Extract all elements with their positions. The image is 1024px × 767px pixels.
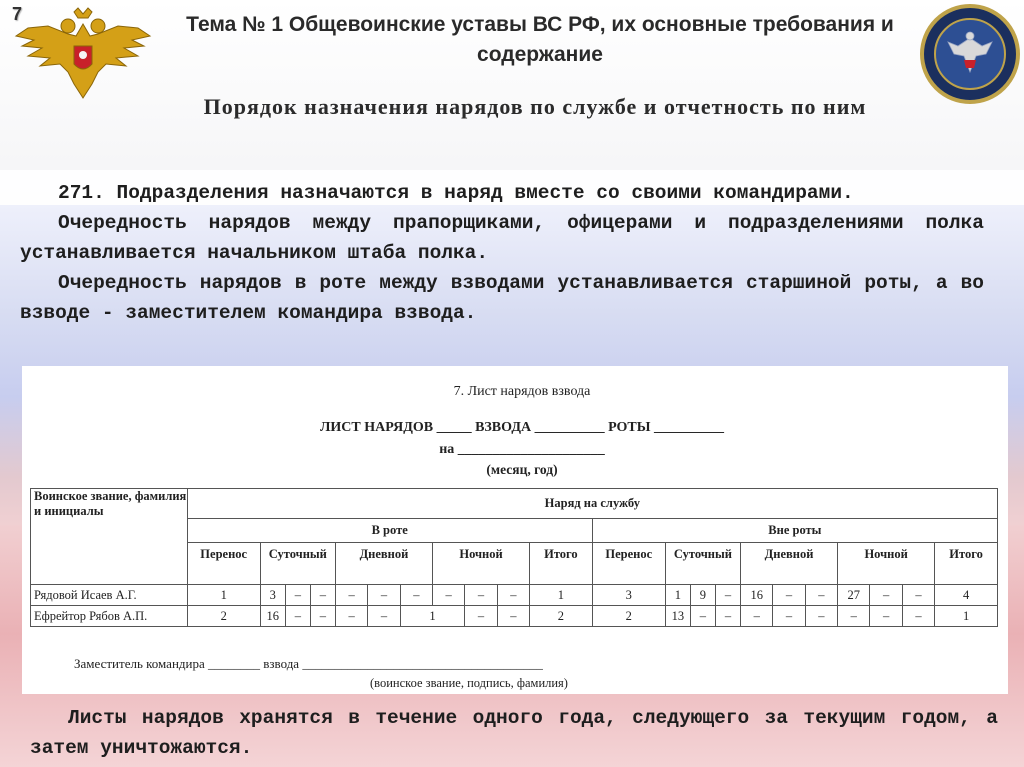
- table-cell: 2: [530, 606, 593, 627]
- table-cell: 16: [260, 606, 285, 627]
- duty-roster-table: [30, 488, 998, 627]
- table-cell: –: [902, 606, 934, 627]
- column-header-in-company: В роте: [187, 519, 592, 543]
- table-cell: –: [902, 585, 934, 606]
- table-cell: –: [870, 585, 902, 606]
- table-cell: –: [368, 606, 400, 627]
- table-cell: –: [335, 606, 367, 627]
- topic-title: Тема № 1 Общевоинские уставы ВС РФ, их основные требования и содержание: [186, 13, 894, 66]
- table-row: [31, 606, 998, 627]
- table-cell: 3: [260, 585, 285, 606]
- column-header-day: Дневной: [335, 543, 432, 585]
- section-title: Порядок назначения нарядов по службе и отчетность по ним: [203, 94, 867, 119]
- table-cell: –: [335, 585, 367, 606]
- paragraph: Очередность нарядов между прапорщиками, офицерами и подразделениями полка устанавливается начальником штаба полка.: [20, 212, 984, 264]
- table-cell: 1: [187, 585, 260, 606]
- column-header-transfer: Перенос: [592, 543, 665, 585]
- table-cell: 2: [592, 606, 665, 627]
- paragraph: Очередность нарядов в роте между взводами устанавливается старшиной роты, а во взводе - заместителем командира взвода.: [20, 272, 984, 324]
- table-cell: –: [465, 606, 497, 627]
- column-header-night: Ночной: [433, 543, 530, 585]
- paragraph: Листы нарядов хранятся в течение одного года, следующего за текущим годом, а затем уничтожаются.: [30, 707, 998, 759]
- soldier-name: Ефрейтор Рябов А.П.: [31, 606, 188, 627]
- column-header-total: Итого: [530, 543, 593, 585]
- table-cell: –: [805, 606, 837, 627]
- table-cell: –: [400, 585, 432, 606]
- column-header-total: Итого: [935, 543, 998, 585]
- table-cell: –: [870, 606, 902, 627]
- regulation-text: [20, 178, 984, 328]
- table-cell: 1: [400, 606, 465, 627]
- table-row: [31, 585, 998, 606]
- form-signature-line: Заместитель командира ________ взвода _____________________________________: [74, 656, 543, 671]
- table-cell: –: [497, 606, 529, 627]
- academy-seal-emblem: [918, 2, 1022, 106]
- table-cell: –: [773, 585, 805, 606]
- table-cell: 1: [530, 585, 593, 606]
- closing-text: [30, 703, 998, 763]
- column-header-day: Дневной: [741, 543, 838, 585]
- column-header-daily: Суточный: [260, 543, 335, 585]
- column-header-rank-name: Воинское звание, фамилия и инициалы: [31, 489, 188, 585]
- table-cell: –: [497, 585, 529, 606]
- table-cell: –: [285, 606, 310, 627]
- table-cell: 1: [935, 606, 998, 627]
- table-cell: –: [310, 606, 335, 627]
- column-header-daily: Суточный: [665, 543, 740, 585]
- table-cell: –: [690, 606, 715, 627]
- paragraph: 271. Подразделения назначаются в наряд вместе со своими командирами.: [58, 182, 854, 204]
- form-caption: 7. Лист нарядов взвода: [453, 384, 591, 399]
- duty-roster-form: [22, 366, 1008, 694]
- double-headed-eagle-emblem: [8, 6, 158, 106]
- table-cell: –: [433, 585, 465, 606]
- table-cell: –: [773, 606, 805, 627]
- column-header-duty: Наряд на службу: [187, 489, 997, 519]
- table-cell: 4: [935, 585, 998, 606]
- table-cell: –: [805, 585, 837, 606]
- form-month-caption: (месяц, год): [486, 462, 558, 477]
- table-cell: 2: [187, 606, 260, 627]
- table-cell: –: [715, 585, 740, 606]
- table-cell: –: [838, 606, 870, 627]
- column-header-transfer: Перенос: [187, 543, 260, 585]
- column-header-night: Ночной: [838, 543, 935, 585]
- table-cell: –: [368, 585, 400, 606]
- table-cell: –: [285, 585, 310, 606]
- table-cell: 16: [741, 585, 773, 606]
- table-cell: 3: [592, 585, 665, 606]
- table-cell: –: [310, 585, 335, 606]
- form-period-line: на _____________________: [439, 442, 605, 457]
- soldier-name: Рядовой Исаев А.Г.: [31, 585, 188, 606]
- table-cell: 1: [665, 585, 690, 606]
- table-cell: 13: [665, 606, 690, 627]
- table-cell: –: [715, 606, 740, 627]
- table-cell: –: [741, 606, 773, 627]
- page-number: 7: [12, 4, 23, 24]
- table-cell: 27: [838, 585, 870, 606]
- table-cell: –: [465, 585, 497, 606]
- form-header-line: ЛИСТ НАРЯДОВ _____ ВЗВОДА __________ РОТЫ __________: [319, 420, 725, 435]
- column-header-out-company: Вне роты: [592, 519, 997, 543]
- form-signature-caption: (воинское звание, подпись, фамилия): [370, 676, 568, 690]
- table-cell: 9: [690, 585, 715, 606]
